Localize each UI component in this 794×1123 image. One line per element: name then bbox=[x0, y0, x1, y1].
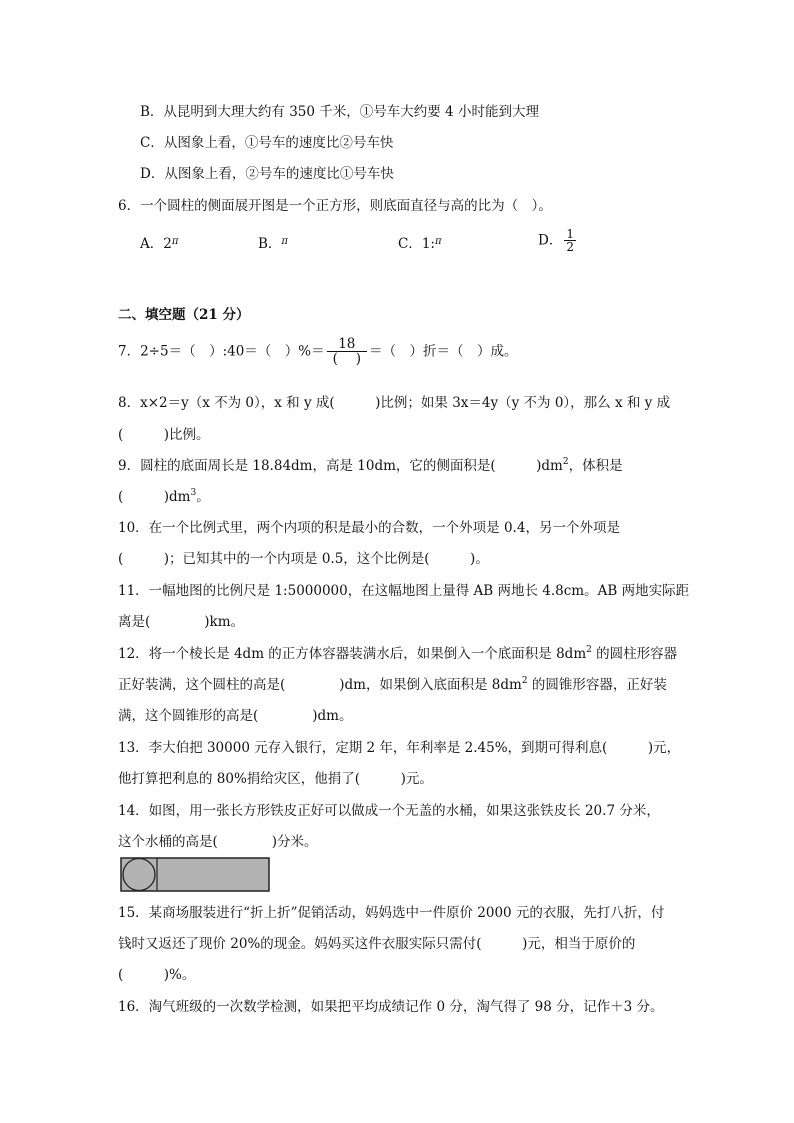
question-6: 6．一个圆柱的侧面展开图是一个正方形，则底面直径与高的比为（ ）。 bbox=[118, 198, 552, 214]
q9-text-c: ( )dm bbox=[118, 489, 191, 505]
question-14-line-1: 14．如图，用一张长方形铁皮正好可以做成一个无盖的水桶，如果这张铁皮长 20.7 分米， bbox=[118, 803, 660, 819]
q6-option-d bbox=[538, 228, 578, 253]
q12-text-d: 的圆锥形容器，正好装 bbox=[527, 677, 667, 693]
question-11-line-1: 11．一幅地图的比例尺是 1:5000000，在这幅地图上量得 AB 两地长 4.8cm。AB 两地实际距 bbox=[118, 583, 690, 599]
question-10-line-1: 10．在一个比例式里，两个内项的积是最小的合数，一个外项是 0.4，另一个外项是 bbox=[118, 520, 620, 536]
q9-text-d: 。 bbox=[196, 489, 210, 505]
question-9-line-1 bbox=[118, 457, 623, 475]
question-14-line-2: 这个水桶的高是( )分米。 bbox=[118, 834, 318, 850]
section-title: 二、填空题（21 分） bbox=[118, 307, 250, 323]
superscript: 2 bbox=[586, 645, 592, 655]
superscript: 2 bbox=[521, 676, 528, 686]
q6-option-b bbox=[258, 233, 288, 253]
q7-text-after: ＝（ ）折＝（ ）成。 bbox=[368, 343, 518, 360]
fraction-numerator: 18 bbox=[327, 337, 367, 352]
q6-option-c-label: C．1: bbox=[398, 236, 435, 252]
option-b: B．从昆明到大理大约有 350 千米，①号车大约要 4 小时能到大理 bbox=[140, 104, 539, 120]
superscript: 2 bbox=[562, 457, 569, 467]
question-15-line-1: 15．某商场服装进行“折上折”促销活动，妈妈选中一件原价 2000 元的衣服，先打八折，付 bbox=[118, 905, 665, 921]
q7-fraction bbox=[327, 337, 367, 366]
question-8-line-2: ( )比例。 bbox=[118, 427, 210, 443]
question-9-line-2 bbox=[118, 488, 210, 506]
question-13-line-2: 他打算把利息的 80%捐给灾区，他捐了( )元。 bbox=[118, 771, 433, 787]
question-12-line-2 bbox=[118, 676, 667, 694]
q6-option-c bbox=[398, 233, 442, 253]
q9-text-b: ，体积是 bbox=[568, 458, 623, 474]
question-16: 16．淘气班级的一次数学检测，如果把平均成绩记作 0 分，淘气得了 98 分，记作＋3 分。 bbox=[118, 999, 664, 1015]
q6-option-a bbox=[140, 233, 178, 253]
fraction-one-half bbox=[564, 228, 576, 253]
option-d: D．从图象上看，②号车的速度比①号车快 bbox=[140, 166, 394, 182]
figure-circle bbox=[123, 859, 155, 891]
superscript: 3 bbox=[190, 488, 197, 498]
sheet-metal-figure bbox=[120, 857, 272, 894]
fraction-denominator: ( ) bbox=[332, 351, 361, 367]
question-10-line-2: ( )；已知其中的一个内项是 0.5，这个比例是( )。 bbox=[118, 551, 489, 567]
question-7 bbox=[118, 337, 517, 366]
question-15-line-2: 钱时又返还了现价 20%的现金。妈妈买这件衣服实际只需付( )元，相当于原价的 bbox=[118, 936, 636, 952]
q6-option-a-label: A．2 bbox=[140, 236, 172, 252]
option-c: C．从图象上看，①号车的速度比②号车快 bbox=[140, 135, 394, 151]
pi-symbol: π bbox=[434, 236, 442, 247]
fraction-numerator: 1 bbox=[566, 227, 574, 241]
question-11-line-2: 离是( )km。 bbox=[118, 614, 245, 630]
pi-symbol: π bbox=[171, 236, 179, 247]
question-12-line-3: 满，这个圆锥形的高是( )dm。 bbox=[118, 708, 353, 724]
question-15-line-3: ( )%。 bbox=[118, 967, 196, 983]
q12-text-b: 的圆柱形容器 bbox=[591, 646, 678, 662]
q7-text-before: 7．2÷5＝（ ）:40＝（ ）%＝ bbox=[118, 343, 325, 360]
q12-text-c: 正好装满，这个圆柱的高是( )dm，如果倒入底面积是 8dm bbox=[118, 677, 522, 693]
question-8-line-1: 8．x×2＝y（x 不为 0），x 和 y 成( )比例；如果 3x＝4y（y 不为 0），那么 x 和 y 成 bbox=[118, 395, 671, 411]
q12-text-a: 12．将一个棱长是 4dm 的正方体容器装满水后，如果倒入一个底面积是 8dm bbox=[118, 646, 587, 662]
q6-option-b-label: B． bbox=[258, 236, 282, 252]
fraction-denominator: 2 bbox=[566, 240, 574, 254]
q9-text-a: 9．圆柱的底面周长是 18.84dm，高是 10dm，它的侧面积是( )dm bbox=[118, 458, 563, 474]
question-12-line-1 bbox=[118, 645, 677, 663]
question-13-line-1: 13．李大伯把 30000 元存入银行，定期 2 年，年利率是 2.45%，到期可得利息( )元， bbox=[118, 740, 681, 756]
pi-symbol: π bbox=[281, 236, 288, 247]
q6-option-d-label: D． bbox=[538, 232, 563, 249]
